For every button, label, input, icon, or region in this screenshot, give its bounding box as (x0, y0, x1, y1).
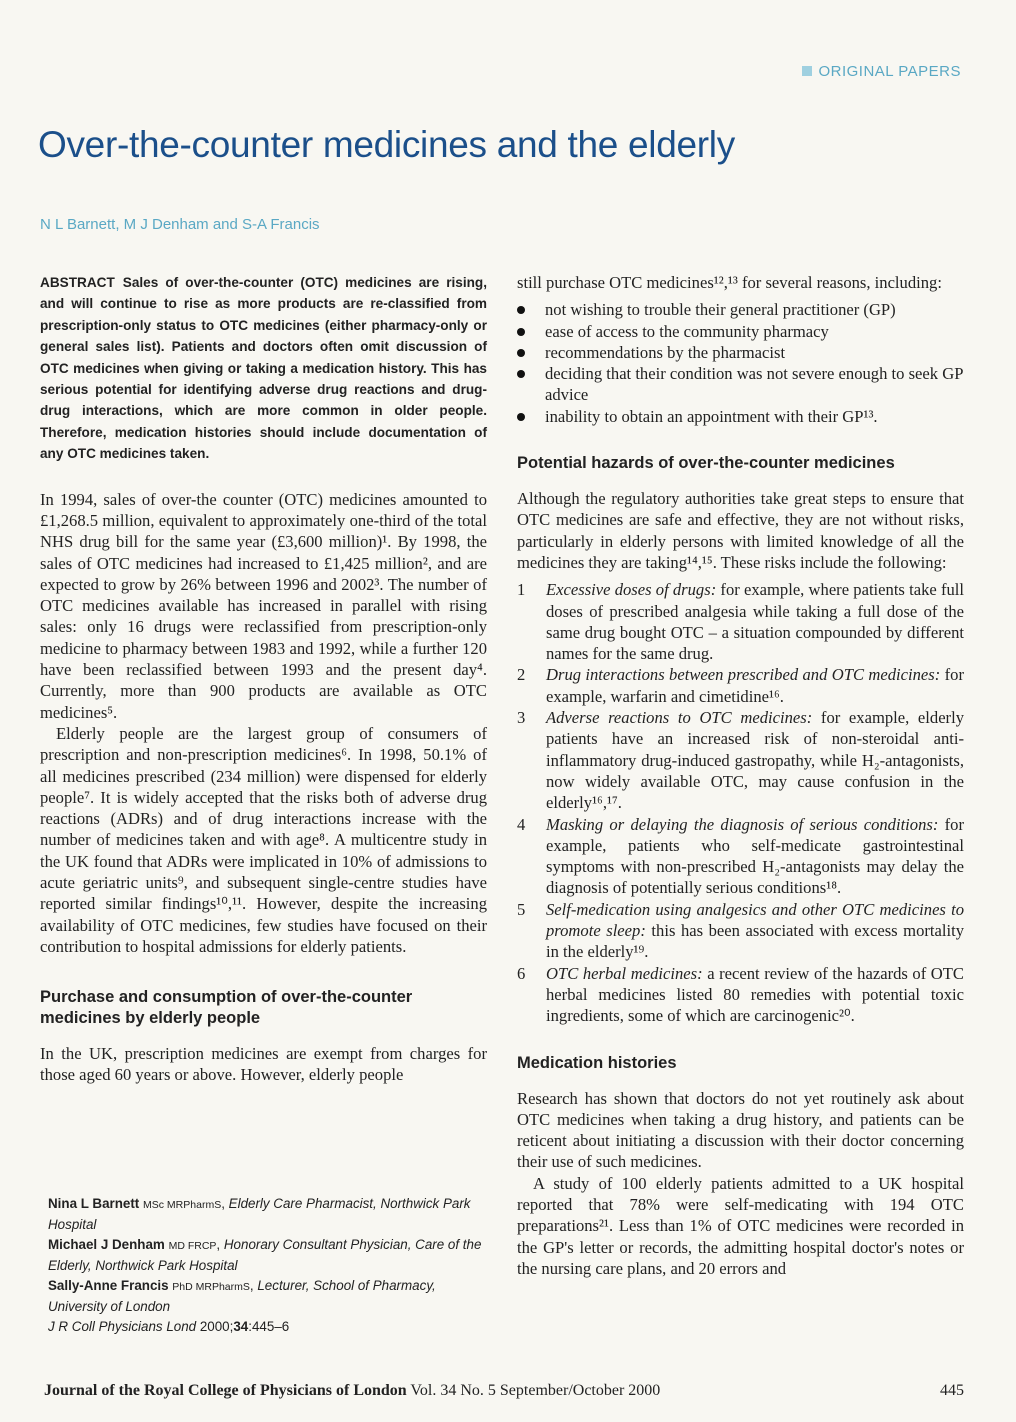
bullet-icon (517, 328, 525, 336)
right-column (517, 272, 964, 1279)
hazards-heading: Potential hazards of over-the-counter medicines (517, 454, 895, 473)
abstract (40, 272, 487, 465)
square-icon (802, 66, 812, 76)
list-item: inability to obtain an appointment with their GP¹³. (517, 406, 964, 427)
continued-paragraph: still purchase OTC medicines¹²,¹³ for several reasons, including: (517, 273, 942, 292)
histories-paragraph-2: A study of 100 elderly patients admitted to a UK hospital reported that 78% were self-medicating with 194 OTC preparations²¹. Less than 1% of OTC medicines were recorded in the GP's letter or records, the admitting hospital doctor's notes or the nursing care plans, and 20 errors and (517, 1173, 964, 1278)
list-item: 2 Drug interactions between prescribed and OTC medicines: for example, warfarin and cimetidine¹⁶. (517, 665, 964, 706)
credit-entry: Michael J Denham MD FRCP, Honorary Consultant Physician, Care of the Elderly, Northwick Park Hospital (48, 1237, 482, 1273)
list-item: ease of access to the community pharmacy (517, 321, 964, 342)
page-number: 445 (940, 1382, 964, 1399)
bullet-icon (517, 306, 525, 314)
intro-paragraph-2: Elderly people are the largest group of consumers of prescription and non-prescription medicines⁶. In 1998, 50.1% of all medicines prescribed (234 million) were dispensed for elderly people⁷. It is widely accepted that the risks both of adverse drug reactions (ADRs) and of drug interactions increase with the number of medicines taken and with age⁸. A multicentre study in the UK found that ADRs were implicated in 10% of admissions to acute geriatric units⁹, and subsequent single-centre studies have reported similar findings¹⁰,¹¹. However, despite the increasing availability of OTC medicines, few studies have focused on their contribution to hospital admissions for elderly patients. (40, 723, 487, 956)
bullet-icon (517, 413, 525, 421)
list-item: 1 Excessive doses of drugs: for example, where patients take full doses of prescribed analgesia while taking a full dose of the same drug bought OTC – a situation compounded by different names for the same drug. (517, 580, 964, 664)
list-item: 6 OTC herbal medicines: a recent review of the hazards of OTC herbal medicines listed 80 remedies with potential toxic ingredients, some of which are carcinogenic²⁰. (517, 963, 964, 1026)
list-item: 3 Adverse reactions to OTC medicines: for example, elderly patients have an increased risk of non-steroidal anti-inflammatory drug-induced gastropathy, while H₂-antagonists, now widely available OTC, may cause confusion in the elderly¹⁶,¹⁷. (517, 708, 964, 813)
author-credits (48, 1194, 488, 1337)
article-title: Over-the-counter medicines and the elderly (38, 124, 735, 165)
credit-entry: Nina L Barnett MSc MRPharmS, Elderly Care Pharmacist, Northwick Park Hospital (48, 1196, 471, 1232)
authors: N L Barnett, M J Denham and S-A Francis (40, 216, 320, 233)
purchase-heading: Purchase and consumption of over-the-counter medicines by elderly people (40, 988, 413, 1028)
list-item: 4 Masking or delaying the diagnosis of serious conditions: for example, patients who self-medicate gastrointestinal symptoms with non-prescribed H₂-antagonists may delay the diagnosis of potentially serious conditions¹⁸. (517, 814, 964, 898)
purchase-paragraph: In the UK, prescription medicines are exempt from charges for those aged 60 years or above. However, elderly people (40, 1044, 487, 1085)
list-item: 5 Self-medication using analgesics and other OTC medicines to promote sleep: this has been associated with excess mortality in the elderly¹⁹. (517, 899, 964, 962)
abstract-label: ABSTRACT (40, 275, 115, 290)
list-item: deciding that their condition was not severe enough to seek GP advice (517, 363, 964, 406)
list-item: recommendations by the pharmacist (517, 342, 964, 363)
left-column (40, 272, 487, 1086)
histories-paragraph-1: Research has shown that doctors do not yet routinely ask about OTC medicines when taking a drug history, and patients can be reticent about initiating a discussion with their doctor concerning their use of such medicines. (517, 1088, 964, 1172)
credit-entry: Sally-Anne Francis PhD MRPharmS, Lecturer, School of Pharmacy, University of London (48, 1278, 436, 1314)
list-item: not wishing to trouble their general practitioner (GP) (517, 299, 964, 320)
intro-paragraph-1: In 1994, sales of over-the counter (OTC) medicines amounted to £1,268.5 million, equivalent to approximately one-third of the total NHS drug bill for the same year (£3,600 million)¹. By 1998, the sales of OTC medicines had increased to £1,425 million², and are expected to grow by 26% between 1996 and 2002³. The number of OTC medicines available has increased in parallel with rising sales: only 16 drugs were reclassified from prescription-only medicine to pharmacy between 1983 and 1992, while a further 120 have been reclassified between 1993 and the present day⁴. Currently, more than 900 products are available as OTC medicines⁵. (40, 489, 487, 722)
section-tag: ORIGINAL PAPERS (802, 63, 961, 80)
abstract-text: Sales of over-the-counter (OTC) medicines are rising, and will continue to rise as more products are re-classified from prescription-only status to OTC medicines (either pharmacy-only or general sales list). Patients and doctors often omit discussion of OTC medicines when giving or taking a medication history. This has serious potential for identifying adverse drug reactions and drug-drug interactions, which are more common in older people. Therefore, medication histories should include documentation of any OTC medicines taken. (40, 275, 487, 462)
citation: J R Coll Physicians Lond 2000;34:445–6 (48, 1319, 290, 1334)
histories-heading: Medication histories (517, 1053, 677, 1072)
reasons-list (517, 299, 964, 427)
bullet-icon (517, 370, 525, 378)
footer-journal: Journal of the Royal College of Physicians of London Vol. 34 No. 5 September/October 2000 (44, 1382, 661, 1399)
hazards-paragraph: Although the regulatory authorities take great steps to ensure that OTC medicines are safe and effective, they are not without risks, particularly in elderly persons with limited knowledge of all the medicines they are taking¹⁴,¹⁵. These risks include the following: (517, 489, 964, 572)
bullet-icon (517, 349, 525, 357)
risks-list (517, 579, 964, 1026)
